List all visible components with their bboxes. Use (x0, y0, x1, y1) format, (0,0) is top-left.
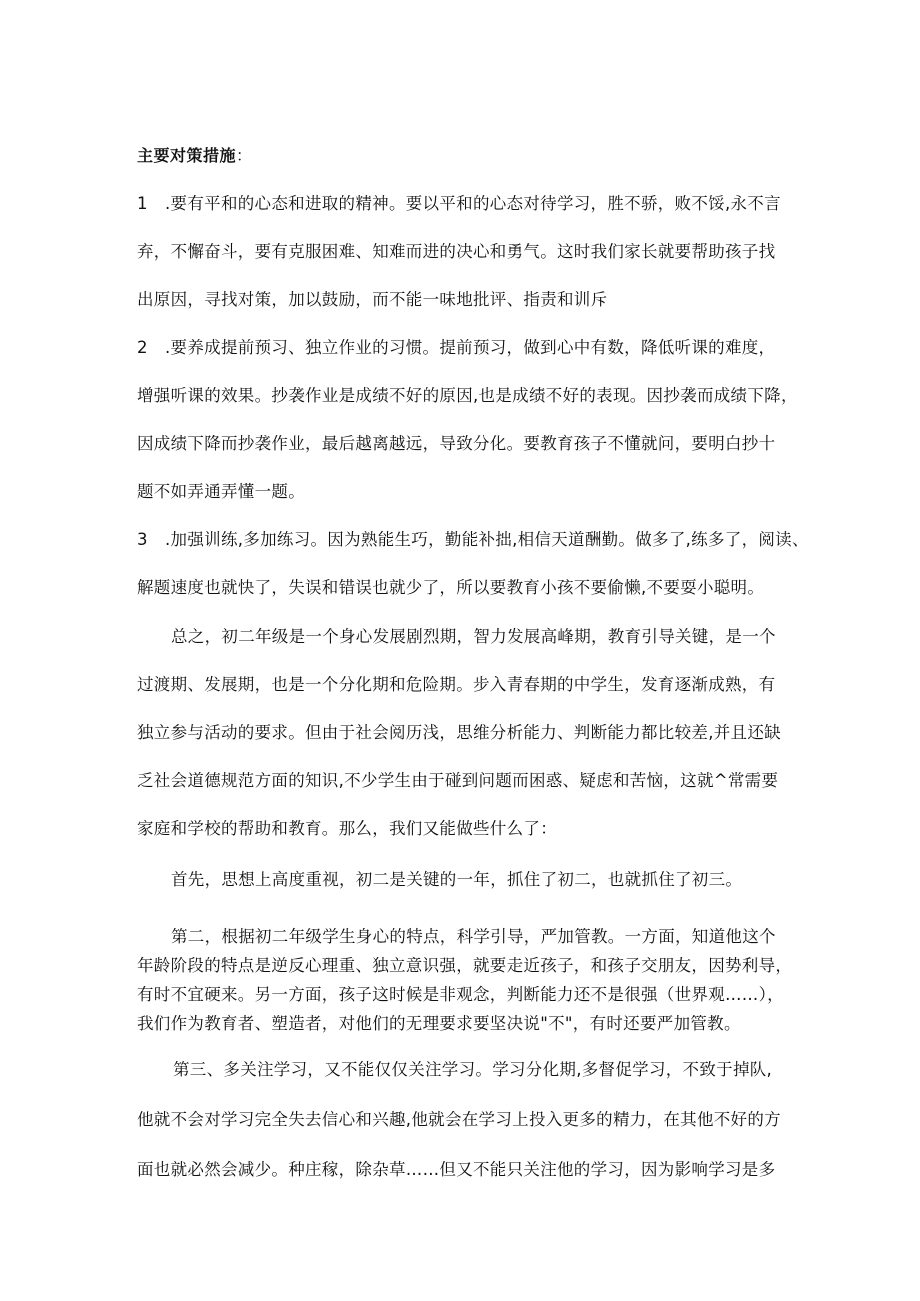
summary-line-3: 独立参与活动的要求。但由于社会阅历浅，思维分析能力、判断能力都比较差,并且还缺 (137, 723, 781, 742)
measure-1-number: 1 (137, 194, 148, 213)
measure-3-line-1: 3 .加强训练,多加练习。因为熟能生巧，勤能补拙,相信天道酬勤。做多了,练多了，阅读、 (137, 530, 809, 549)
measure-1-line-1: 1 .要有平和的心态和进取的精神。要以平和的心态对待学习，胜不骄，败不馁,永不言 (137, 194, 781, 213)
second-paragraph-line-3: 有时不宜硬来。另一方面，孩子这时候是非观念，判断能力还不是很强（世界观……）， (137, 985, 784, 1004)
measure-1-line-2: 弃，不懈奋斗，要有克服困难、知难而进的决心和勇气。这时我们家长就要帮助孩子找 (137, 242, 776, 261)
measure-2-line-3: 因成绩下降而抄袭作业，最后越离越远，导致分化。要教育孩子不懂就问，要明白抄十 (137, 434, 776, 453)
summary-line-4: 乏社会道德规范方面的知识,不少学生由于碰到问题而困惑、疑虑和苦恼，这就^常需要 (137, 771, 779, 790)
summary-line-5: 家庭和学校的帮助和教育。那么，我们又能做些什么了： (137, 819, 557, 838)
measure-3-line-2: 解题速度也就快了，失误和错误也就少了，所以要教育小孩不要偷懒,不要耍小聪明。 (137, 578, 765, 597)
measure-3-number: 3 (137, 530, 148, 549)
measure-1-line-3: 出原因，寻找对策，加以鼓励，而不能一味地批评、指责和训斥 (137, 290, 608, 309)
second-paragraph-line-1: 第二，根据初二年级学生身心的特点，科学引导，严加管教。一方面，知道他这个 (171, 927, 776, 946)
second-paragraph-line-4: 我们作为教育者、塑造者，对他们的无理要求要坚决说"不"，有时还要严加管教。 (137, 1014, 741, 1033)
measure-2-number: 2 (137, 338, 148, 357)
heading-colon: ： (236, 146, 253, 165)
summary-line-2: 过渡期、发展期，也是一个分化期和危险期。步入青春期的中学生，发育逐渐成熟，有 (137, 675, 776, 694)
first-paragraph-line-1: 首先，思想上高度重视，初二是关键的一年，抓住了初二，也就抓住了初三。 (171, 870, 743, 889)
third-paragraph-line-2: 他就不会对学习完全失去信心和兴趣,他就会在学习上投入更多的精力，在其他不好的方 (137, 1110, 781, 1129)
measure-2-line-4: 题不如弄通弄懂一题。 (137, 482, 305, 501)
third-paragraph-line-3: 面也就必然会减少。种庄稼，除杂草……但又不能只关注他的学习，因为影响学习是多 (137, 1160, 776, 1179)
measure-2-line-1: 2 .要养成提前预习、独立作业的习惯。提前预习，做到心中有数，降低听课的难度， (137, 338, 776, 357)
section-heading (137, 143, 253, 166)
measure-2-line-2: 增强听课的效果。抄袭作业是成绩不好的原因,也是成绩不好的表现。因抄袭而成绩下降， (137, 386, 798, 405)
heading-title: 主要对策措施 (137, 146, 237, 165)
third-paragraph-line-1: 第三、多关注学习，又不能仅仅关注学习。学习分化期,多督促学习，不致于掉队, (173, 1060, 773, 1079)
second-paragraph-line-2: 年龄阶段的特点是逆反心理重、独立意识强，就要走近孩子，和孩子交朋友，因势利导， (137, 956, 793, 975)
summary-line-1: 总之，初二年级是一个身心发展剧烈期，智力发展高峰期，教育引导关键，是一个 (171, 627, 776, 646)
